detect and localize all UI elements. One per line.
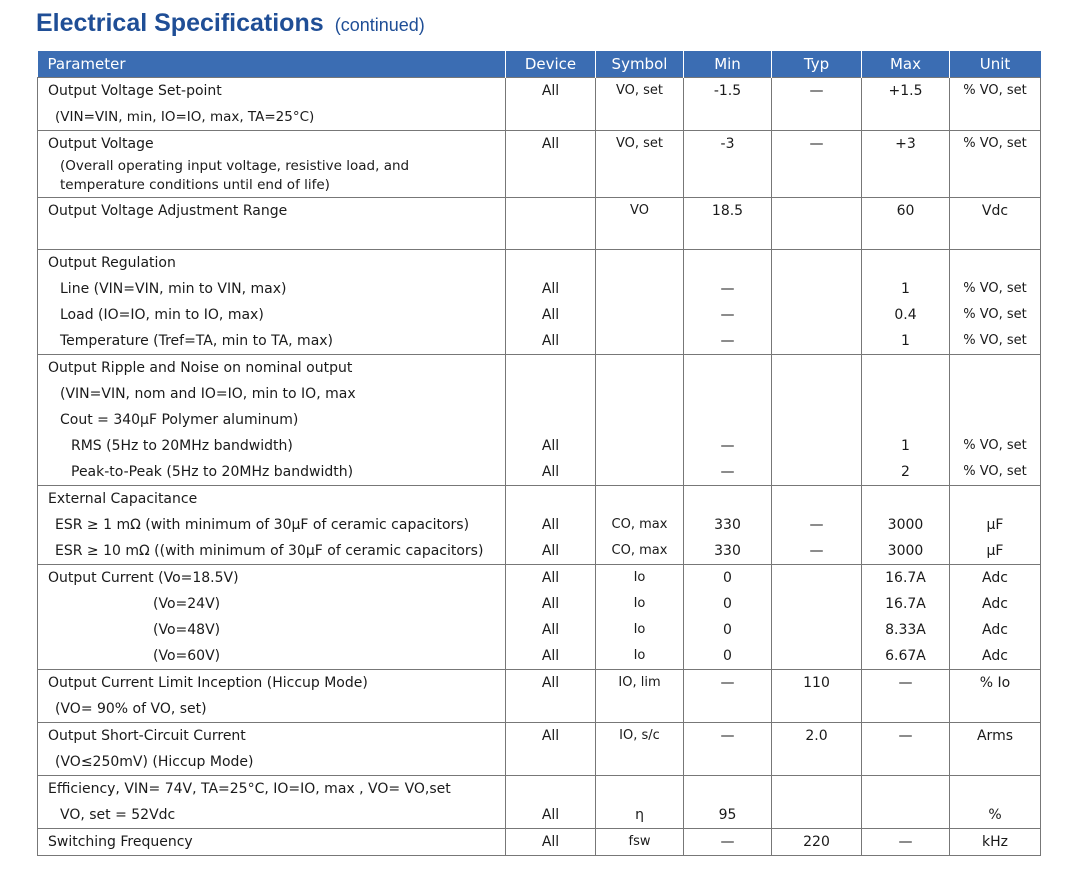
table-row — [38, 250, 1041, 355]
min-cell: 0 — [723, 622, 732, 638]
typ-cell: — — [809, 136, 824, 152]
symbol-cell: IO, s/c — [619, 728, 660, 743]
min-cell: 18.5 — [711, 203, 744, 219]
param-name: Output Regulation — [48, 255, 176, 271]
max-cell: +3 — [895, 136, 916, 152]
title-main: Electrical Specifications — [36, 9, 324, 37]
symbol-cell: fsw — [628, 834, 651, 849]
device-cell: All — [541, 83, 560, 99]
header-symbol: Symbol — [596, 51, 684, 78]
min-cell: -1.5 — [713, 83, 742, 99]
min-cell: 330 — [714, 543, 741, 559]
table-header-row — [38, 51, 1041, 78]
sub-item: (Vo=60V) — [153, 648, 221, 664]
typ-cell: — — [809, 543, 824, 559]
max-cell: 16.7A — [885, 570, 926, 586]
header-min: Min — [684, 51, 772, 78]
symbol-cell: CO, max — [611, 543, 668, 558]
max-cell: +1.5 — [888, 83, 923, 99]
unit-cell: % VO, set — [963, 438, 1027, 453]
device-cell: All — [541, 675, 560, 691]
table-row — [38, 565, 1041, 670]
unit-cell: Arms — [976, 728, 1014, 744]
unit-cell: % VO, set — [963, 464, 1027, 479]
symbol-cell: Io — [633, 596, 646, 611]
sub-item: (Vo=48V) — [153, 622, 221, 638]
symbol-cell: VO, set — [615, 83, 664, 98]
unit-cell: Adc — [982, 622, 1008, 638]
param-name: Output Voltage Adjustment Range — [48, 203, 288, 219]
unit-cell: Adc — [982, 596, 1008, 612]
sub-item: Temperature (Tref=TA, min to TA, max) — [60, 333, 334, 349]
max-cell: 1 — [901, 438, 910, 454]
max-cell: — — [898, 675, 913, 691]
sub-item: Peak-to-Peak (5Hz to 20MHz bandwidth) — [71, 464, 354, 480]
min-cell: — — [720, 464, 735, 480]
section-title — [36, 9, 425, 38]
table-row — [38, 670, 1041, 723]
param-condition: (VIN=VIN, min, IO=IO, max, TA=25°C) — [55, 109, 315, 125]
symbol-cell: Io — [633, 648, 646, 663]
param-condition: Cout = 340μF Polymer aluminum) — [60, 412, 299, 428]
param-condition: (VIN=VIN, nom and IO=IO, min to IO, max — [60, 386, 356, 402]
symbol-cell: Io — [633, 622, 646, 637]
device-cell: All — [541, 807, 560, 823]
min-cell: — — [720, 728, 735, 744]
table-row — [38, 829, 1041, 856]
min-cell: — — [720, 281, 735, 297]
spec-table — [37, 51, 1041, 856]
symbol-cell: η — [635, 807, 644, 823]
header-unit: Unit — [950, 51, 1041, 78]
device-cell: All — [541, 570, 560, 586]
header-typ: Typ — [772, 51, 862, 78]
header-max: Max — [862, 51, 950, 78]
min-cell: 0 — [723, 596, 732, 612]
min-cell: — — [720, 834, 735, 850]
header-parameter: Parameter — [38, 51, 506, 78]
unit-cell: % — [988, 807, 1002, 823]
sub-item: ESR ≥ 10 mΩ ((with minimum of 30μF of ceramic capacitors) — [55, 543, 484, 559]
param-name: Output Current Limit Inception (Hiccup Mode) — [48, 675, 368, 691]
device-cell: All — [541, 464, 560, 480]
unit-cell: Vdc — [981, 203, 1009, 219]
param-condition: (VO= 90% of VO, set) — [55, 701, 207, 717]
device-cell: All — [541, 517, 560, 533]
sub-item: Line (VIN=VIN, min to VIN, max) — [60, 281, 287, 297]
max-cell: 0.4 — [894, 307, 917, 323]
device-cell: All — [541, 728, 560, 744]
unit-cell: % Io — [979, 675, 1011, 691]
table-row — [38, 723, 1041, 776]
unit-cell: % VO, set — [963, 83, 1027, 98]
device-cell: All — [541, 136, 560, 152]
device-cell: All — [541, 307, 560, 323]
min-cell: 95 — [718, 807, 737, 823]
sub-item: RMS (5Hz to 20MHz bandwidth) — [71, 438, 293, 454]
unit-cell: % VO, set — [963, 281, 1027, 296]
min-cell: 330 — [714, 517, 741, 533]
param-name: External Capacitance — [48, 491, 198, 507]
device-cell: All — [541, 438, 560, 454]
max-cell: 16.7A — [885, 596, 926, 612]
min-cell: — — [720, 307, 735, 323]
symbol-cell: Io — [633, 570, 646, 585]
max-cell: 6.67A — [885, 648, 926, 664]
unit-cell: % VO, set — [963, 307, 1027, 322]
typ-cell: — — [809, 83, 824, 99]
param-name: Switching Frequency — [48, 834, 193, 850]
device-cell: All — [541, 648, 560, 664]
param-name: Output Current (Vo=18.5V) — [48, 570, 239, 586]
typ-cell: 220 — [803, 834, 830, 850]
device-cell: All — [541, 834, 560, 850]
symbol-cell: VO, set — [615, 136, 664, 151]
max-cell: 3000 — [887, 543, 924, 559]
param-condition: (VO≤250mV) (Hiccup Mode) — [55, 754, 254, 770]
param-condition: (Overall operating input voltage, resistive load, and temperature conditions until end of life) — [60, 158, 410, 193]
max-cell: — — [898, 728, 913, 744]
unit-cell: Adc — [982, 648, 1008, 664]
typ-cell: 2.0 — [805, 728, 828, 744]
min-cell: 0 — [723, 570, 732, 586]
param-name: Output Short-Circuit Current — [48, 728, 246, 744]
table-row — [38, 78, 1041, 131]
table-row — [38, 355, 1041, 486]
device-cell: All — [541, 543, 560, 559]
symbol-cell: VO — [630, 203, 649, 218]
min-cell: — — [720, 438, 735, 454]
typ-cell: — — [809, 517, 824, 533]
sub-item: Load (IO=IO, min to IO, max) — [60, 307, 264, 323]
min-cell: 0 — [723, 648, 732, 664]
max-cell: — — [898, 834, 913, 850]
device-cell: All — [541, 281, 560, 297]
max-cell: 2 — [901, 464, 910, 480]
param-name: Output Voltage — [48, 136, 154, 152]
param-name: Output Voltage Set-point — [48, 83, 222, 99]
table-row — [38, 131, 1041, 198]
title-sub: (continued) — [334, 15, 425, 35]
table-row — [38, 198, 1041, 250]
param-name: Efficiency, VIN= 74V, TA=25°C, IO=IO, max , VO= VO,set — [48, 781, 451, 797]
max-cell: 1 — [901, 333, 910, 349]
unit-cell: % VO, set — [963, 136, 1027, 151]
unit-cell: μF — [986, 543, 1004, 559]
header-device: Device — [506, 51, 596, 78]
sub-item: (Vo=24V) — [153, 596, 221, 612]
table-row — [38, 776, 1041, 829]
device-cell: All — [541, 596, 560, 612]
min-cell: -3 — [720, 136, 735, 152]
symbol-cell: CO, max — [611, 517, 668, 532]
unit-cell: Adc — [982, 570, 1008, 586]
unit-cell: % VO, set — [963, 333, 1027, 348]
min-cell: — — [720, 675, 735, 691]
max-cell: 3000 — [887, 517, 924, 533]
symbol-cell: IO, lim — [618, 675, 661, 690]
param-condition: VO, set = 52Vdc — [60, 807, 176, 823]
device-cell: All — [541, 333, 560, 349]
table-row — [38, 486, 1041, 565]
max-cell: 60 — [896, 203, 915, 219]
typ-cell: 110 — [803, 675, 830, 691]
min-cell: — — [720, 333, 735, 349]
max-cell: 8.33A — [885, 622, 926, 638]
max-cell: 1 — [901, 281, 910, 297]
unit-cell: μF — [986, 517, 1004, 533]
device-cell: All — [541, 622, 560, 638]
sub-item: ESR ≥ 1 mΩ (with minimum of 30μF of ceramic capacitors) — [55, 517, 470, 533]
unit-cell: kHz — [982, 834, 1008, 850]
param-name: Output Ripple and Noise on nominal output — [48, 360, 353, 376]
